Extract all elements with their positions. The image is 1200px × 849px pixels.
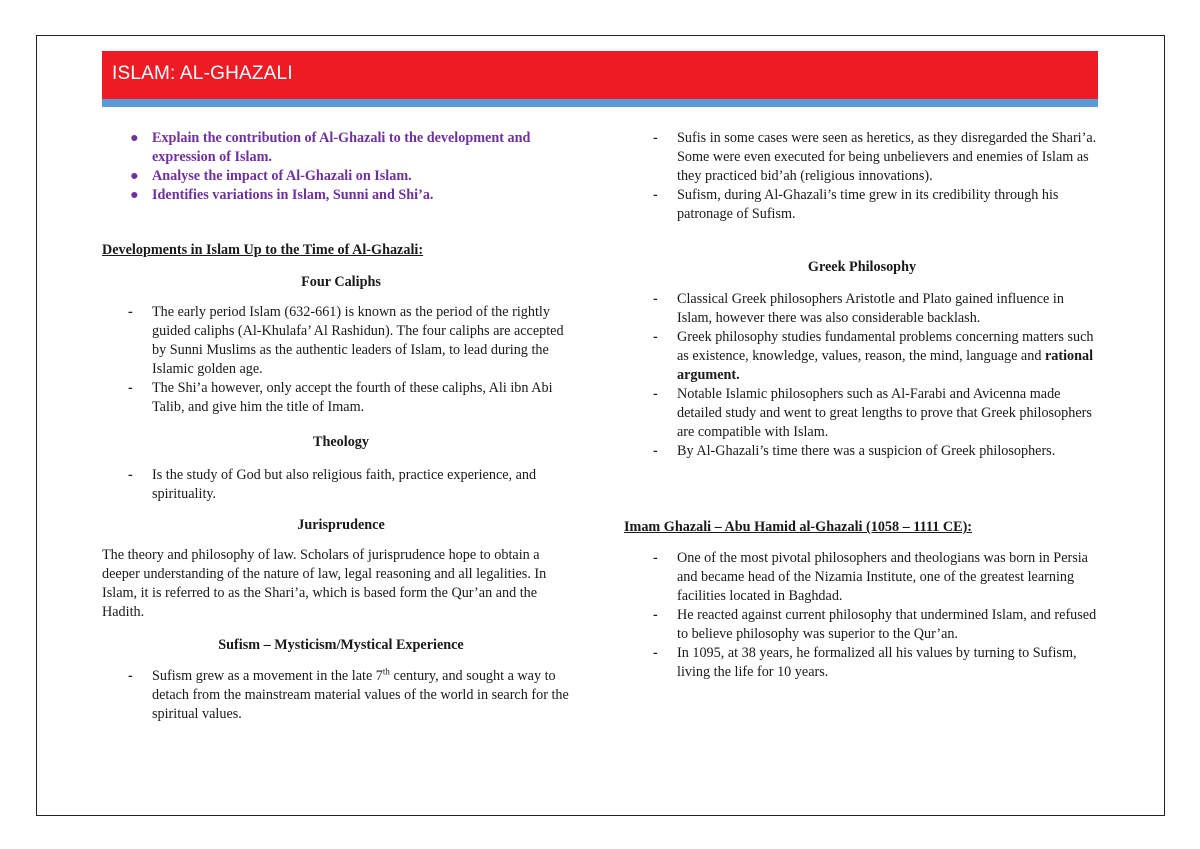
- dash-icon: -: [653, 386, 658, 402]
- list-item: - The early period Islam (632-661) is known as the period of the rightly guided caliphs (Al-Khulafa’ Al Rashidun). The four caliphs are accepted by Sunni Muslims as the authentic leaders of Islam, to lead during the Islamic golden age.: [128, 304, 564, 377]
- bullet-icon: ●: [130, 168, 139, 184]
- dash-icon: -: [653, 130, 658, 146]
- list-item: - The Shi’a however, only accept the fourth of these caliphs, Ali ibn Abi Talib, and give him the title of Imam.: [128, 380, 553, 415]
- imam-ghazali-list: [627, 549, 1097, 682]
- heading-theology: Theology: [313, 434, 369, 450]
- heading-jurisprudence: Jurisprudence: [297, 517, 385, 533]
- sufism-list: [102, 667, 580, 724]
- heading-sufism: Sufism – Mysticism/Mystical Experience: [218, 637, 464, 653]
- jurisprudence-paragraph: The theory and philosophy of law. Scholars of jurisprudence hope to obtain a deeper understanding of the nature of law, legal reasoning and all legalities. In Islam, it is referred to as the Shari’a, which is based form the Qur’an and the Hadith.: [102, 547, 547, 620]
- theology-list: [102, 466, 580, 504]
- objective-item: ● Identifies variations in Islam, Sunni and Shi’a.: [130, 187, 434, 203]
- objective-item: ● Analyse the impact of Al-Ghazali on Islam.: [130, 168, 412, 184]
- objective-item: ● Explain the contribution of Al-Ghazali to the development and expression of Islam.: [130, 130, 531, 165]
- greek-philosophy-list: [627, 290, 1097, 461]
- sufism-continued-list: [627, 129, 1097, 224]
- heading-greek-philosophy: Greek Philosophy: [807, 259, 917, 275]
- list-item: - Notable Islamic philosophers such as Al-Farabi and Avicenna made detailed study and went to great lengths to prove that Greek philosophers are compatible with Islam.: [653, 386, 1092, 440]
- title-banner-accent-strip: [102, 99, 1098, 107]
- section-heading-developments: Developments in Islam Up to the Time of Al-Ghazali:: [102, 242, 424, 258]
- list-item: - By Al-Ghazali’s time there was a suspicion of Greek philosophers.: [653, 443, 1056, 459]
- list-item: - One of the most pivotal philosophers and theologians was born in Persia and became head of the Nizamia Institute, one of the greatest learning facilities located in Baghdad.: [653, 550, 1088, 604]
- page-title: ISLAM: AL-GHAZALI: [112, 63, 293, 84]
- dash-icon: -: [653, 645, 658, 661]
- list-item: - Is the study of God but also religious faith, practice experience, and spirituality.: [128, 467, 537, 502]
- heading-four-caliphs: Four Caliphs: [301, 274, 381, 290]
- bullet-icon: ●: [130, 187, 139, 203]
- list-item: - Sufism, during Al-Ghazali’s time grew in its credibility through his patronage of Sufism.: [653, 187, 1059, 222]
- list-item: - Classical Greek philosophers Aristotle and Plato gained influence in Islam, however there was also considerable backlash.: [653, 291, 1064, 326]
- list-item: - He reacted against current philosophy that undermined Islam, and refused to believe philosophy was superior to the Qur’an.: [653, 607, 1097, 642]
- dash-icon: -: [653, 443, 658, 459]
- dash-icon: -: [653, 329, 658, 345]
- dash-icon: -: [128, 304, 133, 320]
- dash-icon: -: [128, 668, 133, 684]
- dash-icon: -: [653, 550, 658, 566]
- dash-icon: -: [128, 467, 133, 483]
- learning-objectives: [102, 129, 580, 205]
- dash-icon: -: [653, 607, 658, 623]
- four-caliphs-list: [102, 303, 580, 417]
- list-item: - In 1095, at 38 years, he formalized all his values by turning to Sufism, living the life for 10 years.: [653, 645, 1077, 680]
- list-item: - Sufis in some cases were seen as heretics, as they disregarded the Shari’a. Some were even executed for being unbelievers and enemies of Islam as they practiced bid’ah (religious innovations).: [653, 130, 1097, 184]
- dash-icon: -: [653, 291, 658, 307]
- dash-icon: -: [128, 380, 133, 396]
- list-item: - Sufism grew as a movement in the late 7th century, and sought a way to detach from the mainstream material values of the world in search for the spiritual values.: [128, 666, 569, 722]
- dash-icon: -: [653, 187, 658, 203]
- list-item: - Greek philosophy studies fundamental problems concerning matters such as existence, knowledge, values, reason, the mind, language and rational argument.: [653, 329, 1094, 383]
- section-heading-imam-ghazali: Imam Ghazali – Abu Hamid al-Ghazali (1058 – 1111 CE):: [624, 519, 973, 535]
- bullet-icon: ●: [130, 130, 139, 146]
